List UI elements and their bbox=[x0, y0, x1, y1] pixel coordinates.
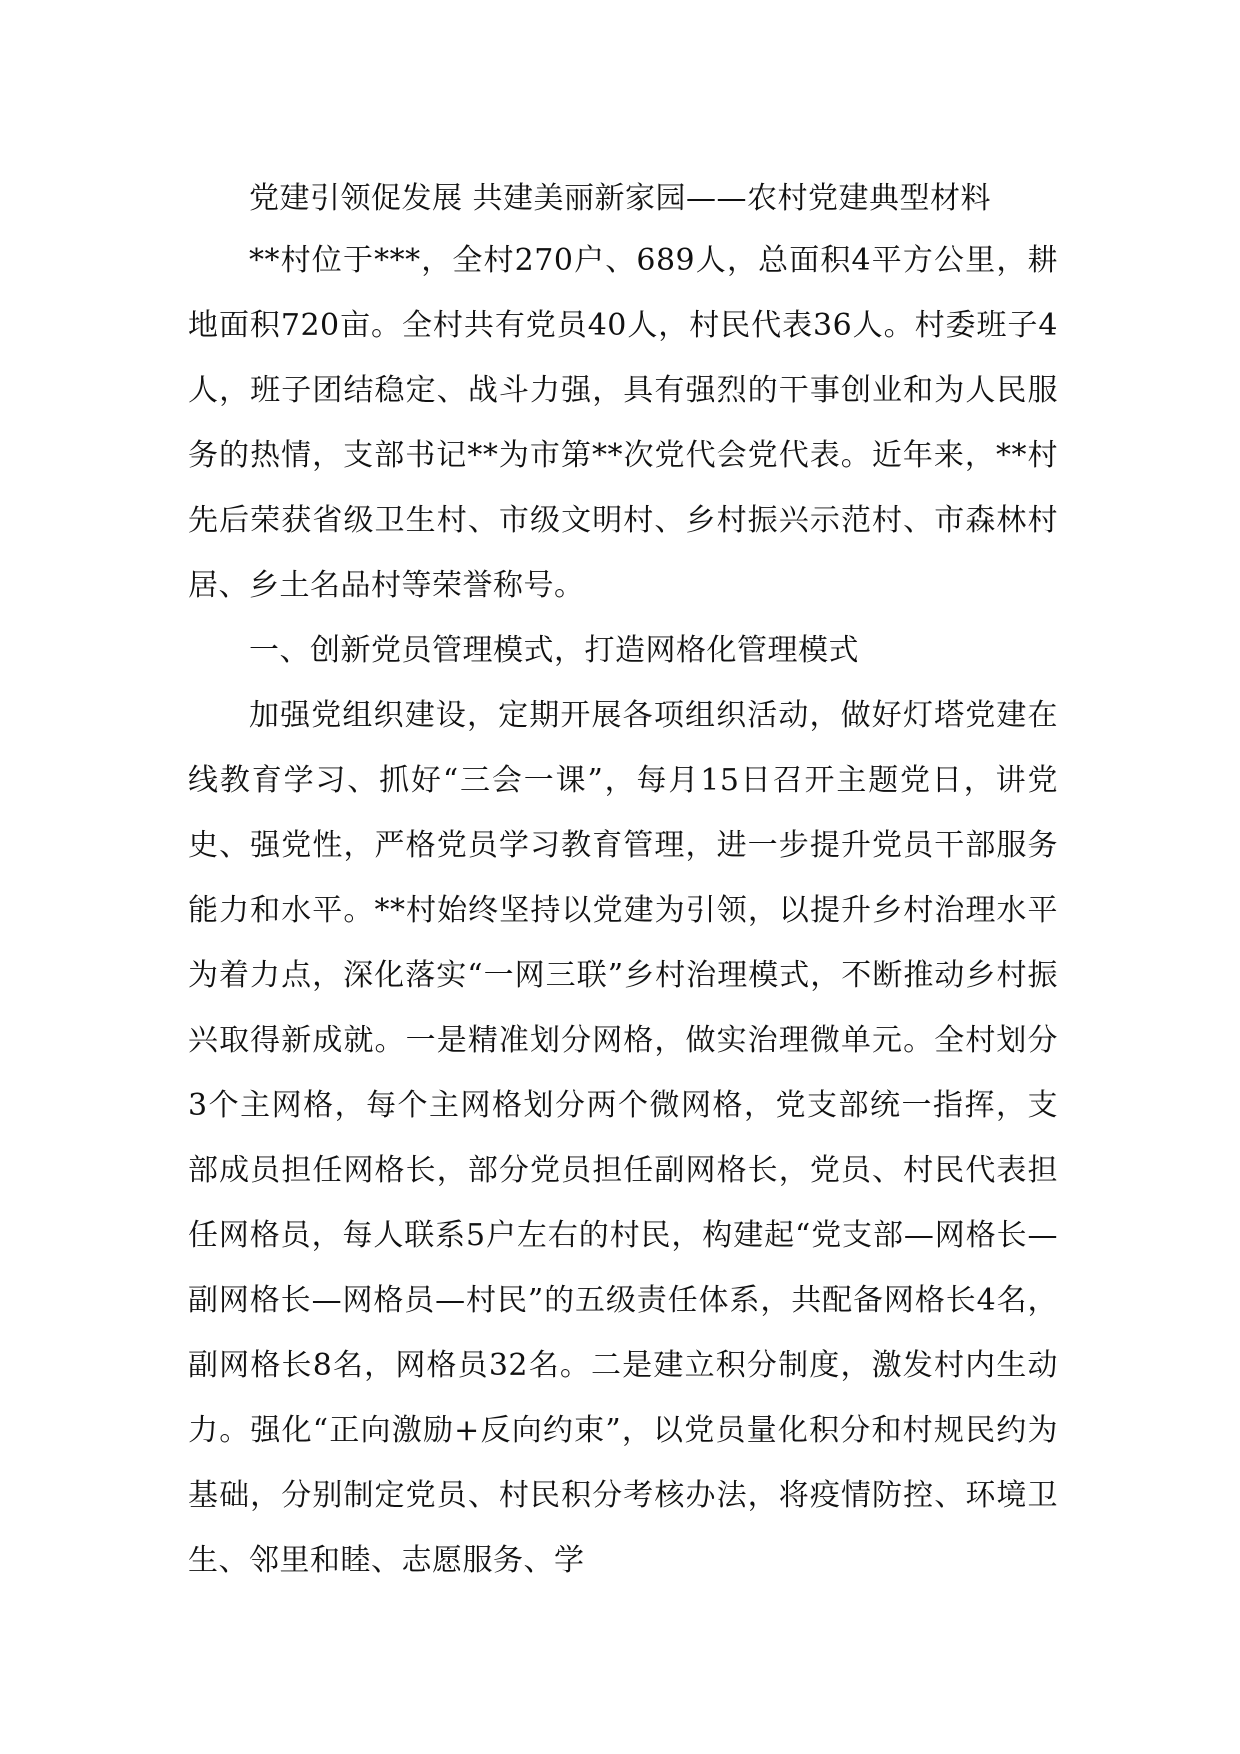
document-title: 党建引领促发展 共建美丽新家园——农村党建典型材料 bbox=[249, 181, 992, 216]
document-body bbox=[188, 170, 1058, 1593]
section-paragraph-1: 加强党组织建设，定期开展各项组织活动，做好灯塔党建在线教育学习、抓好“三会一课”，每月15日召开主题党日，讲党史、强党性，严格党员学习教育管理，进一步提升党员干部服务能力和水平。**村始终坚持以党建为引领，以提升乡村治理水平为着力点，深化落实“一网三联”乡村治理模式，不断推动乡村振兴取得新成就。一是精准划分网格，做实治理微单元。全村划分3个主网格，每个主网格划分两个微网格，党支部统一指挥，支部成员担任网格长，部分党员担任副网格长，党员、村民代表担任网格员，每人联系5户左右的村民，构建起“党支部—网格长—副网格长—网格员—村民”的五级责任体系，共配备网格长4名，副网格长8名，网格员32名。二是建立积分制度，激发村内生动力。强化“正向激励+反向约束”，以党员量化积分和村规民约为基础，分别制定党员、村民积分考核办法，将疫情防控、环境卫生、邻里和睦、志愿服务、学 bbox=[188, 698, 1058, 1578]
section-heading-1: 一、创新党员管理模式，打造网格化管理模式 bbox=[249, 633, 859, 668]
intro-paragraph: **村位于***，全村270户、689人，总面积4平方公里，耕地面积720亩。全村共有党员40人，村民代表36人。村委班子4人，班子团结稳定、战斗力强，具有强烈的干事创业和为人民服务的热情，支部书记**为市第**次党代会党代表。近年来，**村先后荣获省级卫生村、市级文明村、乡村振兴示范村、市森林村居、乡土名品村等荣誉称号。 bbox=[188, 243, 1058, 603]
